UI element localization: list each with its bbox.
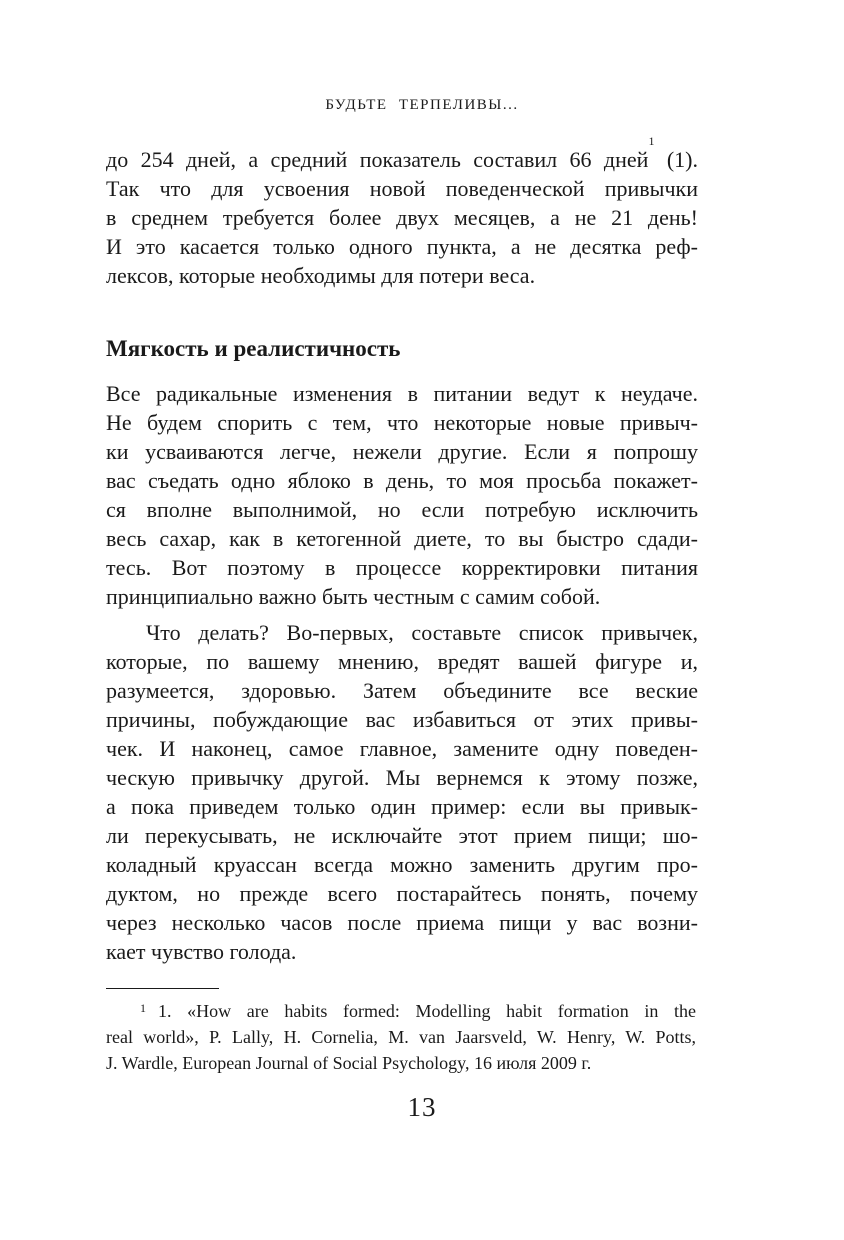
p1-line-1: Все радикальные изменения в питании ведут к неудаче. <box>106 381 698 406</box>
p2-line-5: чек. И наконец, самое главное, замените одну поведен- <box>106 736 698 761</box>
p2-line-1: Что делать? Во-первых, составьте список привычек, <box>146 620 698 645</box>
p1-line-7: тесь. Вот поэтому в процессе корректировки питания <box>106 555 698 580</box>
intro-line-5: лексов, которые необходимы для потери веса. <box>106 263 536 288</box>
footnote <box>106 998 696 1076</box>
intro-line-1 <box>106 134 698 174</box>
footnote-rule <box>106 988 219 989</box>
paragraph-2 <box>106 618 698 966</box>
p1-line-3: ки усваиваются легче, нежели другие. Если я попрошу <box>106 439 698 464</box>
p1-line-8: принципиально важно быть честным с самим собой. <box>106 584 601 609</box>
p2-line-12: кает чувство голода. <box>106 939 297 964</box>
p1-line-2: Не будем спорить с тем, что некоторые новые привыч- <box>106 410 698 435</box>
footnote-line-1-text: 1. «How are habits formed: Modelling habit formation in the <box>158 1001 696 1021</box>
p2-line-2: которые, по вашему мнению, вредят вашей фигуре и, <box>106 649 698 674</box>
page-number: 13 <box>407 1092 437 1122</box>
citation: (1). <box>666 147 698 172</box>
running-head: БУДЬТЕ ТЕРПЕЛИВЫ... <box>325 97 519 113</box>
section-heading: Мягкость и реалистичность <box>106 336 401 361</box>
p2-line-11: через несколько часов после приема пищи у вас возни- <box>106 910 698 935</box>
p1-line-5: ся вполне выполнимой, но если потребую исключить <box>106 497 698 522</box>
p2-line-9: коладный круассан всегда можно заменить другим про- <box>106 852 698 877</box>
intro-line-2: Так что для усвоения новой поведенческой привычки <box>106 176 698 201</box>
footnote-line-2: real world», P. Lally, H. Cornelia, M. van Jaarsveld, W. Henry, W. Potts, <box>106 1027 696 1047</box>
intro-paragraph <box>106 134 698 290</box>
intro-line-3: в среднем требуется более двух месяцев, а не 21 день! <box>106 205 698 230</box>
p2-line-3: разумеется, здоровью. Затем объедините все веские <box>106 678 698 703</box>
p2-line-4: причины, побуждающие вас избавиться от этих привы- <box>106 707 698 732</box>
p1-line-6: весь сахар, как в кетогенной диете, то вы быстро сдади- <box>106 526 698 551</box>
p2-line-10: дуктом, но прежде всего постарайтесь понять, почему <box>106 881 698 906</box>
footnote-ref[interactable]: 1 <box>648 134 655 148</box>
intro-line-1-text: до 254 дней, а средний показатель составил 66 дней <box>106 147 649 172</box>
intro-line-4: И это касается только одного пункта, а не десятка реф- <box>106 234 698 259</box>
footnote-line-1 <box>106 998 696 1024</box>
p2-line-7: а пока приведем только один пример: если вы привык- <box>106 794 698 819</box>
p2-line-8: ли перекусывать, не исключайте этот прием пищи; шо- <box>106 823 698 848</box>
paragraph-1 <box>106 379 698 611</box>
p1-line-4: вас съедать одно яблоко в день, то моя просьба покажет- <box>106 468 698 493</box>
p2-line-6: ческую привычку другой. Мы вернемся к этому позже, <box>106 765 698 790</box>
footnote-line-3: J. Wardle, European Journal of Social Psychology, 16 июля 2009 г. <box>106 1053 592 1073</box>
footnote-marker: 1 <box>140 1001 146 1015</box>
